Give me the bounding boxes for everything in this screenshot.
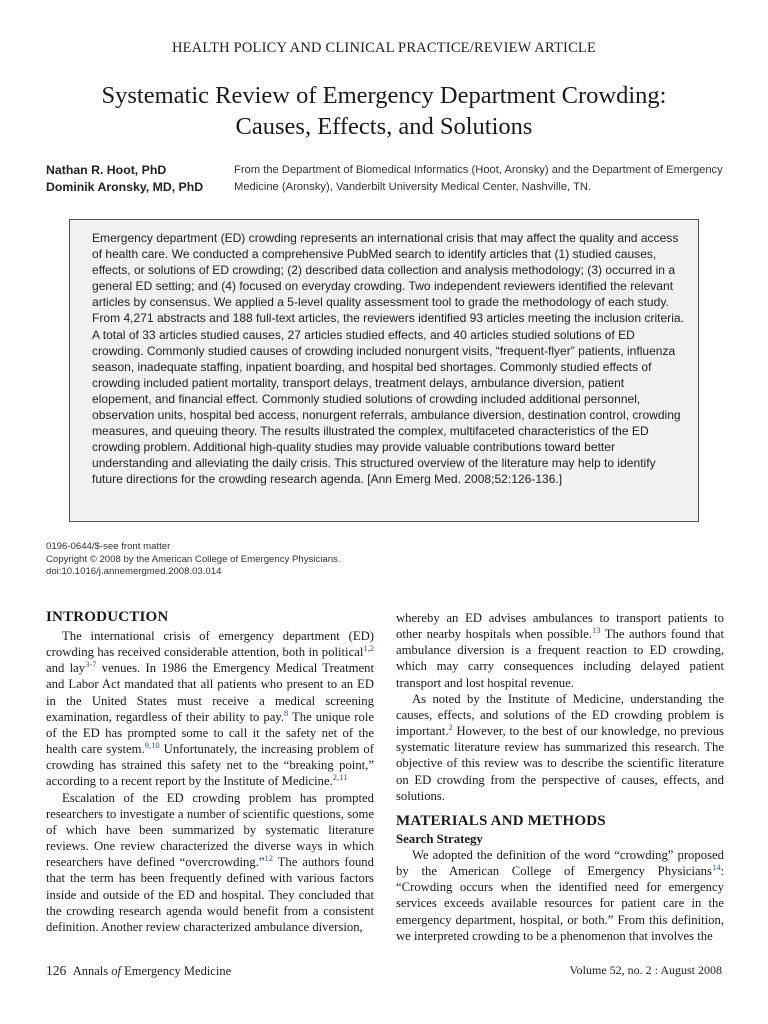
citation-link[interactable]: 9,10	[144, 739, 160, 750]
section-heading-methods: MATERIALS AND METHODS	[396, 812, 606, 829]
citation-link[interactable]: 2	[448, 721, 453, 732]
intro-paragraph-1: The international crisis of emergency department (ED) crowding has received considerable attention, both in political$^{1,2}$ and lay$^{3-7}$ venues. In 1986 the Emergency Medical Treatment and Labor Act mandated that all patients who present to an ED in the United States must receive a medical screening examination, regardless of their ability to pay.$^8$ The unique role of the ED has prompted some to call it the safety net of the health care system.$^{9,10}$ Unfortunately, the increasing problem of crowding has strained this safety net to the “breaking point,” according to a recent report by the Institute of Medicine.$^{2,11}$	[46, 629, 374, 789]
running-head: HEALTH POLICY AND CLINICAL PRACTICE/REVIEW ARTICLE	[171, 40, 597, 56]
author-2: Dominik Aronsky, MD, PhD	[46, 180, 204, 194]
citation-link[interactable]: 3-7	[85, 659, 97, 670]
title-line-1: Systematic Review of Emergency Department Crowding:	[101, 82, 667, 109]
methods-paragraph-1: We adopted the definition of the word “crowding” proposed by the American College of Emergency Physicians$^{14}$: “Crowding occurs when the identified need for emergency services exceeds available resources for patient care in the emergency department, hospital, or both.” From this definition, we interpreted crowding to be a phenomenon that involves the	[396, 847, 724, 943]
citation-link[interactable]: 13	[591, 624, 601, 635]
left-column	[46, 608, 374, 935]
citation-link[interactable]: 2,11	[332, 772, 348, 783]
citation-link[interactable]: 8	[284, 707, 289, 718]
intro-paragraph-2: Escalation of the ED crowding problem has prompted researchers to investigate a number of scientific questions, some of which have been summarized by systematic literature reviews. One review characterized the diverse ways in which researchers have defined “overcrowding.”$^{12}$ The authors found that the term has been frequently defined with various factors inside and outside of the ED and hospital. They concluded that the crowding research agenda would benefit from a consistent definition. Another review characterized ambulance diversion,	[46, 790, 374, 934]
right-column	[396, 610, 724, 944]
title-line-2: Causes, Effects, and Solutions	[235, 113, 533, 140]
footer-journal	[46, 963, 231, 979]
citation-link[interactable]: 14	[711, 861, 721, 872]
intro-paragraph-4: As noted by the Institute of Medicine, understanding the causes, effects, and solutions of the ED crowding problem is important.$^2$ However, to the best of our knowledge, no previous systematic literature review has summarized this research. The objective of this review was to describe the scientific literature on ED crowding from the perspective of causes, effects, and solutions.	[396, 691, 724, 803]
page-number: 126	[46, 963, 67, 978]
copyright-line: Copyright © 2008 by the American College of Emergency Physicians.	[46, 553, 341, 565]
journal-name-part-1: Annals	[72, 964, 109, 978]
footer-issue: Volume 52, no. 2 : August 2008	[569, 963, 722, 977]
subsection-heading-search-strategy: Search Strategy	[396, 831, 483, 846]
abstract-text: Emergency department (ED) crowding represents an international crisis that may affect the quality and access of health care. We conducted a comprehensive PubMed search to identify articles that (1) studied causes, effects, or solutions of ED crowding; (2) described data collection and analysis methodology; (3) occurred in a general ED setting; and (4) focused on everyday crowding. Two independent reviewers identified the relevant articles by consensus. We applied a 5-level quality assessment tool to grade the methodology of each study. From 4,271 abstracts and 188 full-text articles, the reviewers identified 93 articles meeting the inclusion criteria. A total of 33 articles studied causes, 27 articles studied effects, and 40 articles studied solutions of ED crowding. Commonly studied causes of crowding included nonurgent visits, “frequent-flyer” patients, influenza season, inadequate staffing, inpatient boarding, and hospital bed shortages. Commonly studied effects of crowding included patient mortality, transport delays, treatment delays, ambulance diversion, patient elopement, and financial effect. Commonly studied solutions of crowding included additional personnel, observation units, hospital bed access, nonurgent referrals, ambulance diversion, destination control, crowding measures, and queuing theory. The results illustrated the complex, multifaceted characteristics of the ED crowding problem. Additional high-quality studies may provide valuable contributions toward better understanding and alleviating the daily crisis. This structured overview of the literature may help to identify future directions for the crowding research agenda. [Ann Emerg Med. 2008;52:126-136.]	[92, 231, 684, 487]
journal-name-part-2: Emergency Medicine	[124, 964, 232, 978]
section-heading-introduction: INTRODUCTION	[46, 609, 169, 625]
author-1: Nathan R. Hoot, PhD	[46, 163, 167, 177]
issn-line: 0196-0644/$-see front matter	[46, 541, 171, 552]
abstract-box	[69, 219, 699, 522]
author-list	[46, 162, 226, 196]
article-title	[40, 80, 728, 142]
affiliation: From the Department of Biomedical Informatics (Hoot, Aronsky) and the Department of Emergency Medicine (Aronsky), Vanderbilt University Medical Center, Nashville, TN.	[234, 164, 723, 193]
citation-link[interactable]: 12	[264, 852, 273, 863]
citation-link[interactable]: 1,2	[363, 642, 374, 653]
journal-name-of: of	[111, 964, 121, 978]
publication-meta	[46, 541, 466, 579]
intro-paragraph-3: whereby an ED advises ambulances to transport patients to other nearby hospitals when possible.$^{13}$ The authors found that ambulance diversion is a frequent reaction to ED crowding, which may carry consequences including delayed patient transport and lost hospital revenue.	[396, 611, 724, 690]
doi-line: doi:10.1016/j.annemergmed.2008.03.014	[46, 566, 222, 578]
